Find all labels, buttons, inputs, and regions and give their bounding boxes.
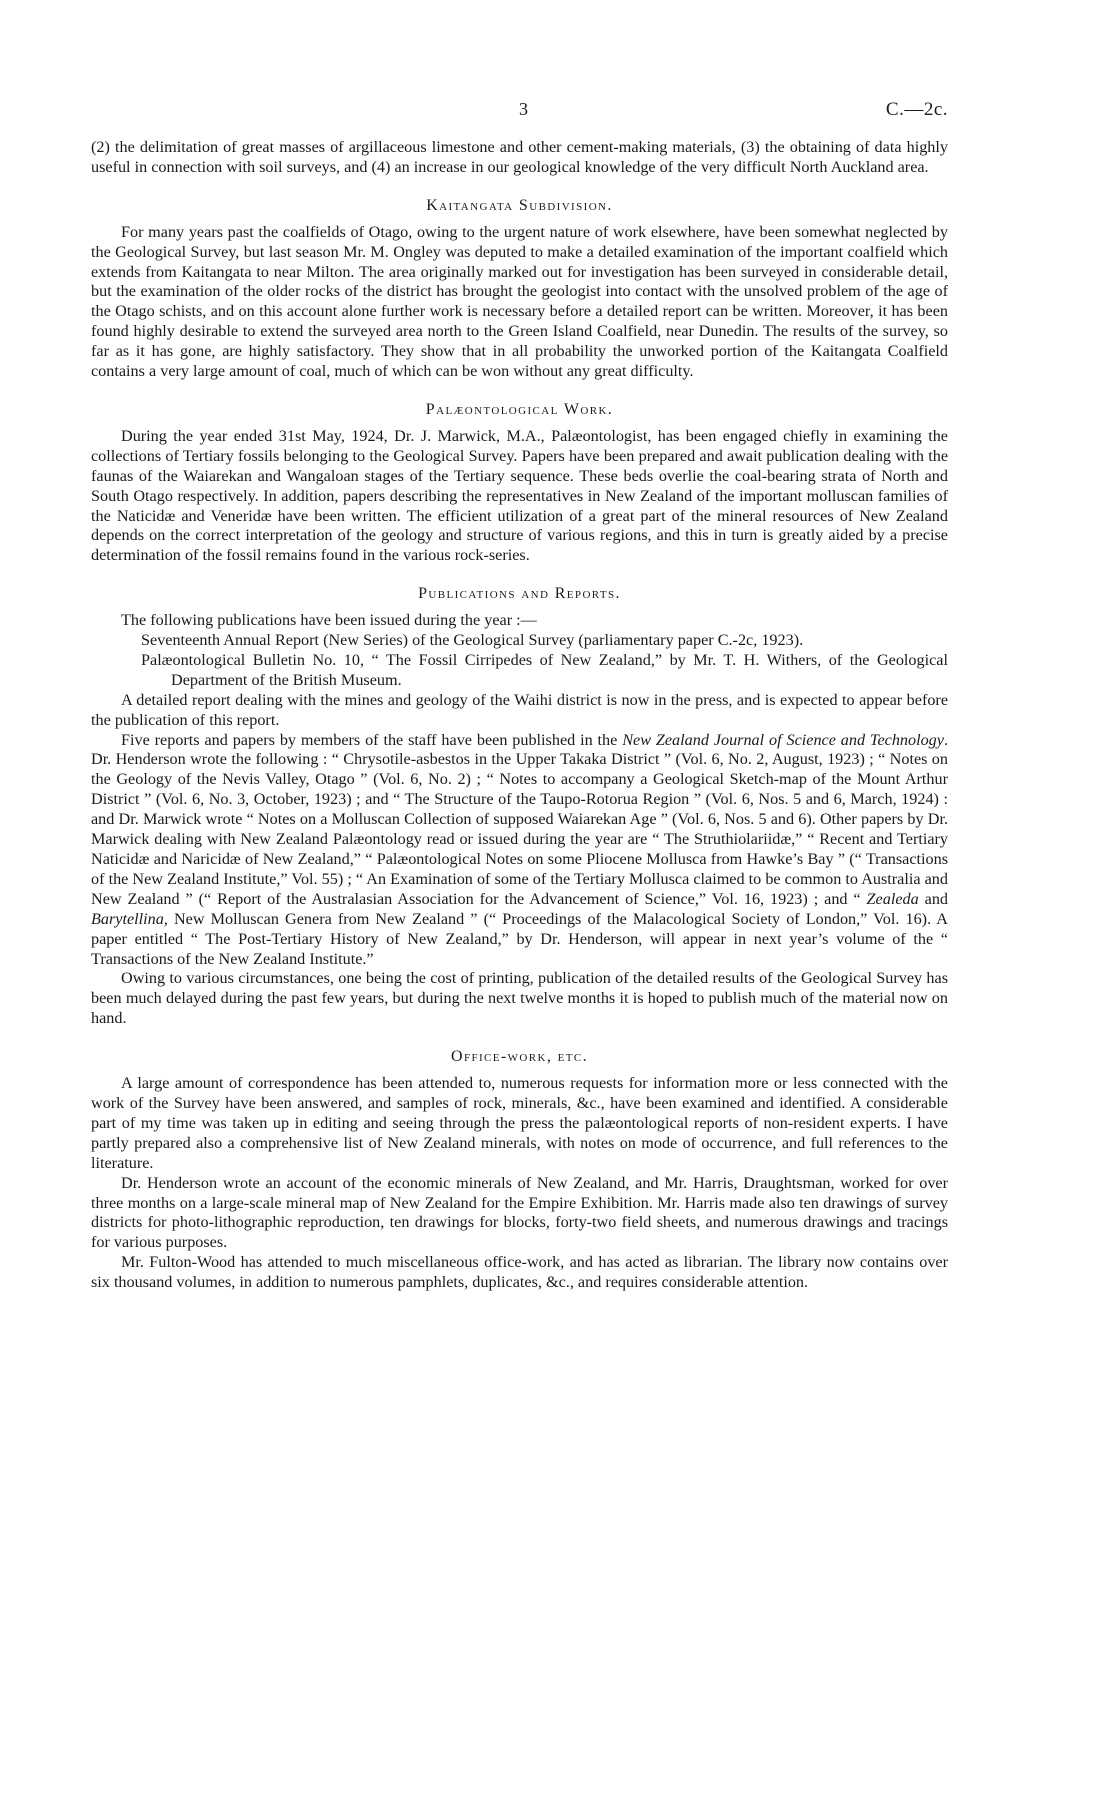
page-header (91, 100, 948, 128)
waihi-report-paragraph: A detailed report dealing with the mines and geology of the Waihi district is now in the press, and is expected to appear before the publication of this report. (91, 690, 948, 729)
section-heading-kaitangata: Kaitangata Subdivision. (426, 196, 613, 214)
page-number: 3 (519, 99, 528, 119)
staff-papers-text: . Dr. Henderson wrote the following : “ Chrysotile-asbestos in the Upper Takaka District ” (Vol. 6, No. 2, August, 1923) ; “ Notes on the Geology of the Nevis Valley, Otago ” (Vol. 6, No. 2) ; “ Notes to accompany a Geological Sketch-map of the Mount Arthur District ” (Vol. 6, No. 3, October, 1923) ; and “ The Structure of the Taupo-Rotorua Region ” (Vol. 6, Nos. 5 and 6, March, 1924) : and Dr. Marwick wrote “ Notes on a Molluscan Collection of supposed Waiarekan Age ” (Vol. 6, Nos. 5 and 6). Other papers by Dr. Marwick dealing with New Zealand Palæontology read or issued during the year are “ The Struthiolariidæ,” “ Recent and Tertiary Naticidæ and Naricidæ of New Zealand,” “ Palæontological Notes on some Pliocene Mollusca from Hawke’s Bay ” (“ Transactions of the New Zealand Institute,” Vol. 55) ; “ An Examination of some of the Tertiary Mollusca claimed to be common to Australia and New Zealand ” (“ Report of the Australasian Association for the Advancement of Science,” Vol. 16, 1923) ; and “ (91, 730, 949, 908)
journal-title: New Zealand Journal of Science and Technology (622, 730, 944, 749)
genus-name: Zealeda (866, 889, 919, 908)
office-paragraph: A large amount of correspondence has been attended to, numerous requests for information more or less connected with the work of the Survey have been answered, and samples of rock, minerals, &c., have been examined and identified. A considerable part of my time was taken up in editing and seeing through the press the palæontological reports of non-resident experts. I have partly prepared also a comprehensive list of New Zealand minerals, with notes on mode of occurrence, and full references to the literature. (91, 1074, 948, 1172)
section-heading-office: Office-work, etc. (450, 1048, 589, 1066)
staff-papers-text: , New Molluscan Genera from New Zealand ” (“ Proceedings of the Malacological Society of London,” Vol. 16). A paper entitled “ The Post-Tertiary History of New Zealand,” by Dr. Henderson, will appear in next year’s volume of the “ Transactions of the New Zealand Institute.” (91, 909, 948, 968)
palaeontology-paragraph: During the year ended 31st May, 1924, Dr. J. Marwick, M.A., Palæontologist, has been engaged chiefly in examining the collections of Tertiary fossils belonging to the Geological Survey. Papers have been prepared and await publication dealing with the faunas of the Waiarekan and Wangaloan stages of the Tertiary sequence. These beds overlie the coal-bearing strata of North and South Otago respectively. In addition, papers describing the representatives in New Zealand of the important molluscan families of the Naticidæ and Veneridæ have been written. The efficient utilization of a great part of the mineral resources of New Zealand depends on the correct interpretation of the geology and structure of various regions, and this in turn is greatly aided by a precise determination of the fossil remains found in the various rock-series. (91, 426, 948, 565)
printing-delay-paragraph: Owing to various circumstances, one being the cost of printing, publication of the detailed results of the Geological Survey has been much delayed during the past few years, but during the next twelve months it is hoped to publish much of the material now on hand. (91, 969, 948, 1028)
intro-paragraph: (2) the delimitation of great masses of argillaceous limestone and other cement-making materials, (3) the obtaining of data highly useful in connection with soil surveys, and (4) an increase in our geological knowledge of the very difficult North Auckland area. (91, 138, 948, 176)
office-paragraph: Mr. Fulton-Wood has attended to much miscellaneous office-work, and has acted as librarian. The library now contains over six thousand volumes, in addition to numerous pamphlets, duplicates, &c., and requires considerable attention. (91, 1253, 948, 1292)
section-heading-publications: Publications and Reports. (418, 585, 621, 603)
kaitangata-paragraph: For many years past the coalfields of Otago, owing to the urgent nature of work elsewhere, have been somewhat neglected by the Geological Survey, but last season Mr. M. Ongley was deputed to make a detailed examination of the important coalfield which extends from Kaitangata to near Milton. The area originally marked out for investigation has been surveyed in considerable detail, but the examination of the older rocks of the district has brought the geologist into contact with the unsolved problem of the age of the Otago schists, and on this account alone further work is necessary before a detailed report can be written. Moreover, it has been found highly desirable to extend the surveyed area north to the Green Island Coalfield, near Dunedin. The results of the survey, so far as it has gone, are highly satisfactory. They show that in all probability the unworked portion of the Kaitangata Coalfield contains a very large amount of coal, much of which can be won without any great difficulty. (91, 222, 948, 381)
publication-item: Palæontological Bulletin No. 10, “ The Fossil Cirripedes of New Zealand,” by Mr. T. H. Withers, of the Geological Department of the British Museum. (141, 650, 948, 689)
publications-intro: The following publications have been issued during the year :— (121, 611, 537, 630)
publication-item: Seventeenth Annual Report (New Series) of the Geological Survey (parliamentary paper C.-2c, 1923). (141, 631, 804, 650)
staff-papers-paragraph (91, 731, 948, 970)
office-paragraph: Dr. Henderson wrote an account of the economic minerals of New Zealand, and Mr. Harris, Draughtsman, worked for over three months on a large-scale mineral map of New Zealand for the Empire Exhibition. Mr. Harris made also ten drawings of survey districts for photo-lithographic reproduction, ten drawings for blocks, forty-two field sheets, and numerous drawings and tracings for various purposes. (91, 1173, 948, 1252)
genus-name: Barytellina (91, 909, 164, 928)
staff-papers-text: Five reports and papers by members of the staff have been published in the (121, 730, 623, 749)
staff-papers-text: and (918, 889, 949, 908)
document-reference: C.—2c. (885, 99, 948, 120)
section-heading-palaeontology: Palæontological Work. (425, 400, 614, 418)
